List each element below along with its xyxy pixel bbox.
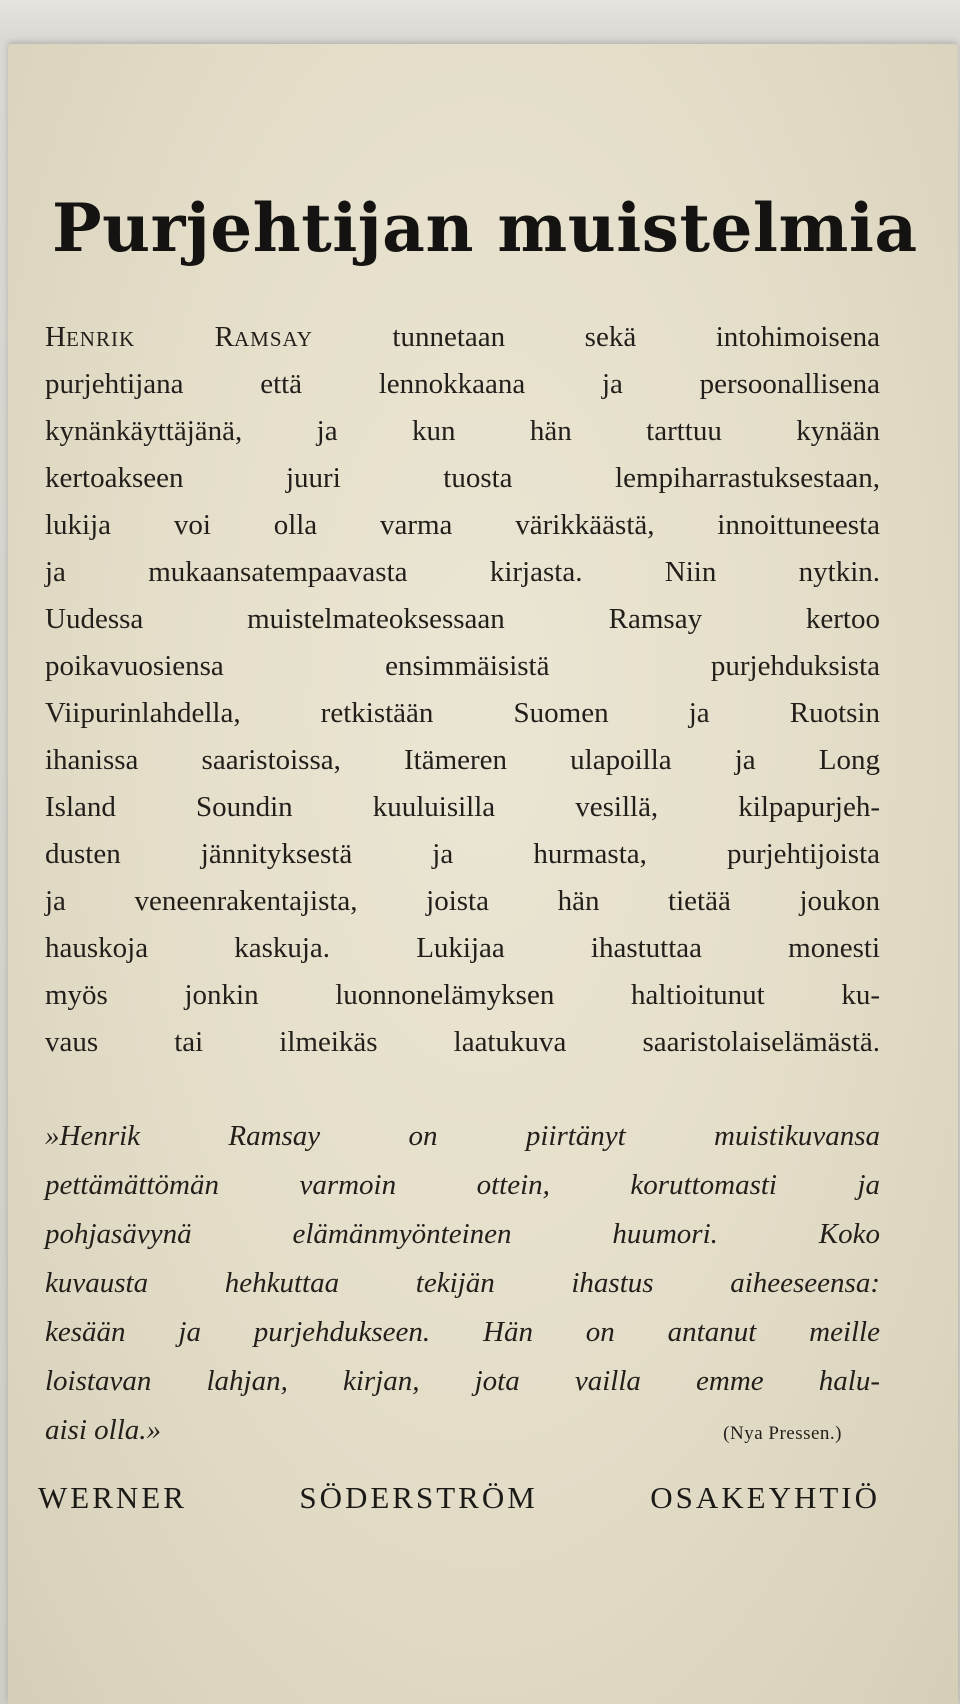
blurb-line: vaus tai ilmeikäs laatukuva saaristolaiselämästä. bbox=[45, 1026, 880, 1058]
blurb-line: Uudessa muistelmateoksessaan Ramsay kertoo bbox=[45, 603, 880, 635]
quote-line: kuvausta hehkuttaa tekijän ihastus aiheeseensa: bbox=[45, 1267, 880, 1299]
author-name: HENRIK RAMSAY bbox=[45, 321, 313, 353]
blurb-line: myös jonkin luonnonelämyksen haltioitunut ku- bbox=[45, 979, 880, 1011]
blurb-line: kynänkäyttäjänä, ja kun hän tarttuu kynään bbox=[45, 415, 880, 447]
book-title: Purjehtijan muistelmia bbox=[52, 189, 918, 267]
blurb-line: purjehtijana että lennokkaana ja persoonallisena bbox=[45, 368, 880, 400]
quote-source: (Nya Pressen.) bbox=[723, 1423, 842, 1444]
blurb-line: dusten jännityksestä ja hurmasta, purjehtijoista bbox=[45, 838, 880, 870]
press-quote bbox=[45, 1112, 880, 1455]
blurb-text bbox=[45, 314, 880, 1066]
quote-line: kesään ja purjehdukseen. Hän on antanut meille bbox=[45, 1316, 880, 1348]
blurb-line: Island Soundin kuuluisilla vesillä, kilpapurjeh- bbox=[45, 791, 880, 823]
publisher-name: WERNER SÖDERSTRÖM OSAKEYHTIÖ bbox=[38, 1480, 880, 1515]
quote-line: pohjasävynä elämänmyönteinen huumori. Koko bbox=[45, 1218, 880, 1250]
blurb-line: kertoakseen juuri tuosta lempiharrastuksestaan, bbox=[45, 462, 880, 494]
blurb-line: hauskoja kaskuja. Lukijaa ihastuttaa monesti bbox=[45, 932, 880, 964]
blurb-line: ja mukaansatempaavasta kirjasta. Niin nytkin. bbox=[45, 556, 880, 588]
blurb-line: ja veneenrakentajista, joista hän tietää joukon bbox=[45, 885, 880, 917]
blurb-line: poikavuosiensa ensimmäisistä purjehduksista bbox=[45, 650, 880, 682]
blurb-line: Viipurinlahdella, retkistään Suomen ja Ruotsin bbox=[45, 697, 880, 729]
quote-line: loistavan lahjan, kirjan, jota vailla emme halu- bbox=[45, 1365, 880, 1397]
quote-line: aisi olla.» bbox=[45, 1414, 162, 1446]
quote-line: »Henrik Ramsay on piirtänyt muistikuvansa bbox=[45, 1120, 880, 1152]
quote-line: pettämättömän varmoin ottein, koruttomasti ja bbox=[45, 1169, 880, 1201]
blurb-line: ihanissa saaristoissa, Itämeren ulapoilla ja Long bbox=[45, 744, 880, 776]
quote-last-line bbox=[45, 1406, 880, 1455]
blurb-line: lukija voi olla varma värikkäästä, innoittuneesta bbox=[45, 509, 880, 541]
blurb-line: HENRIK RAMSAY tunnetaan sekä intohimoisena bbox=[45, 321, 881, 353]
